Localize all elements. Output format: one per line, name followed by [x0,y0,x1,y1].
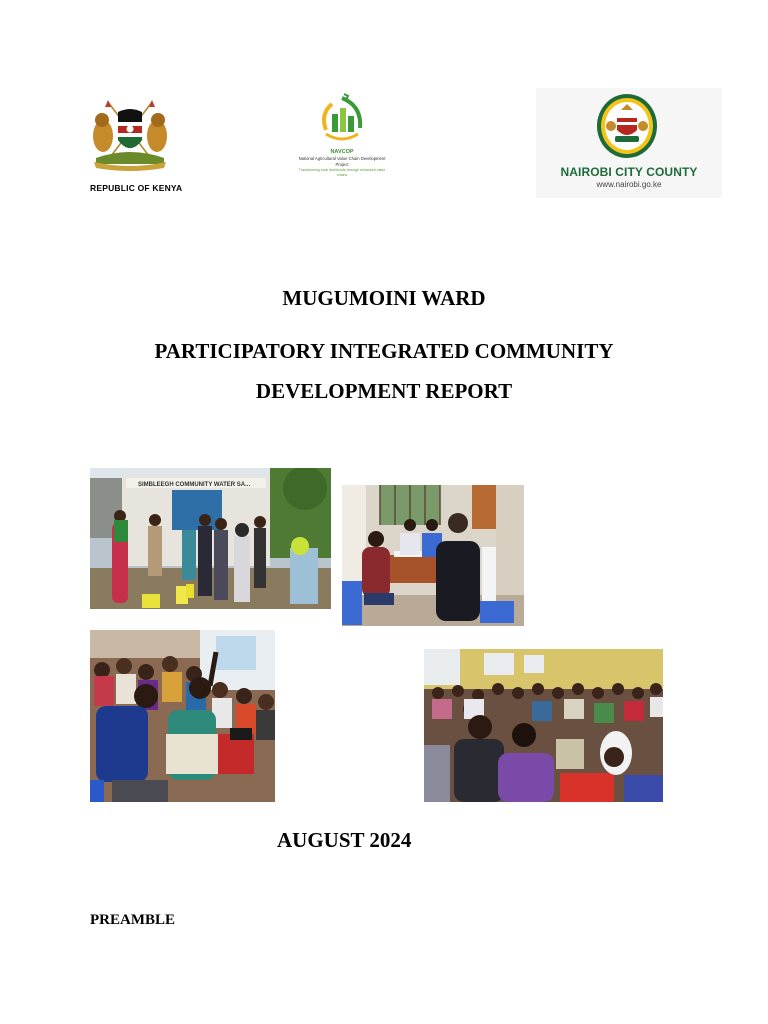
ward-title: MUGUMOINI WARD [282,286,486,310]
kenya-coat-of-arms-logo [88,98,172,172]
naivcop-full-name: National Agricultural Value Chain Development Project [298,156,386,167]
naivcop-logo-text [296,149,388,178]
report-date: AUGUST 2024 [277,828,412,852]
water-project-sign: SIMBLEEGH COMMUNITY WATER SA... [138,482,251,488]
report-title-line-2: DEVELOPMENT REPORT [255,379,513,403]
naivcop-tagline: Transforming rural livelihoods through enhanced value chains [298,168,386,177]
photo-community-meeting-raising-hands [90,630,275,802]
nairobi-city-county-seal-icon [595,92,659,160]
nairobi-city-county-name: NAIROBI CITY COUNTY [560,165,698,179]
naivcop-acronym: NAVCOP [330,149,354,155]
preamble-heading: PREAMBLE [90,912,176,928]
photo-registration-desk [342,485,524,626]
republic-of-kenya-caption: REPUBLIC OF KENYA [90,183,183,193]
report-title-line-1: PARTICIPATORY INTEGRATED COMMUNITY [154,339,614,363]
photo-crowded-hall-audience [424,649,663,802]
photo-community-water-meeting [90,468,331,609]
nairobi-website: www.nairobi.go.ke [596,180,662,189]
